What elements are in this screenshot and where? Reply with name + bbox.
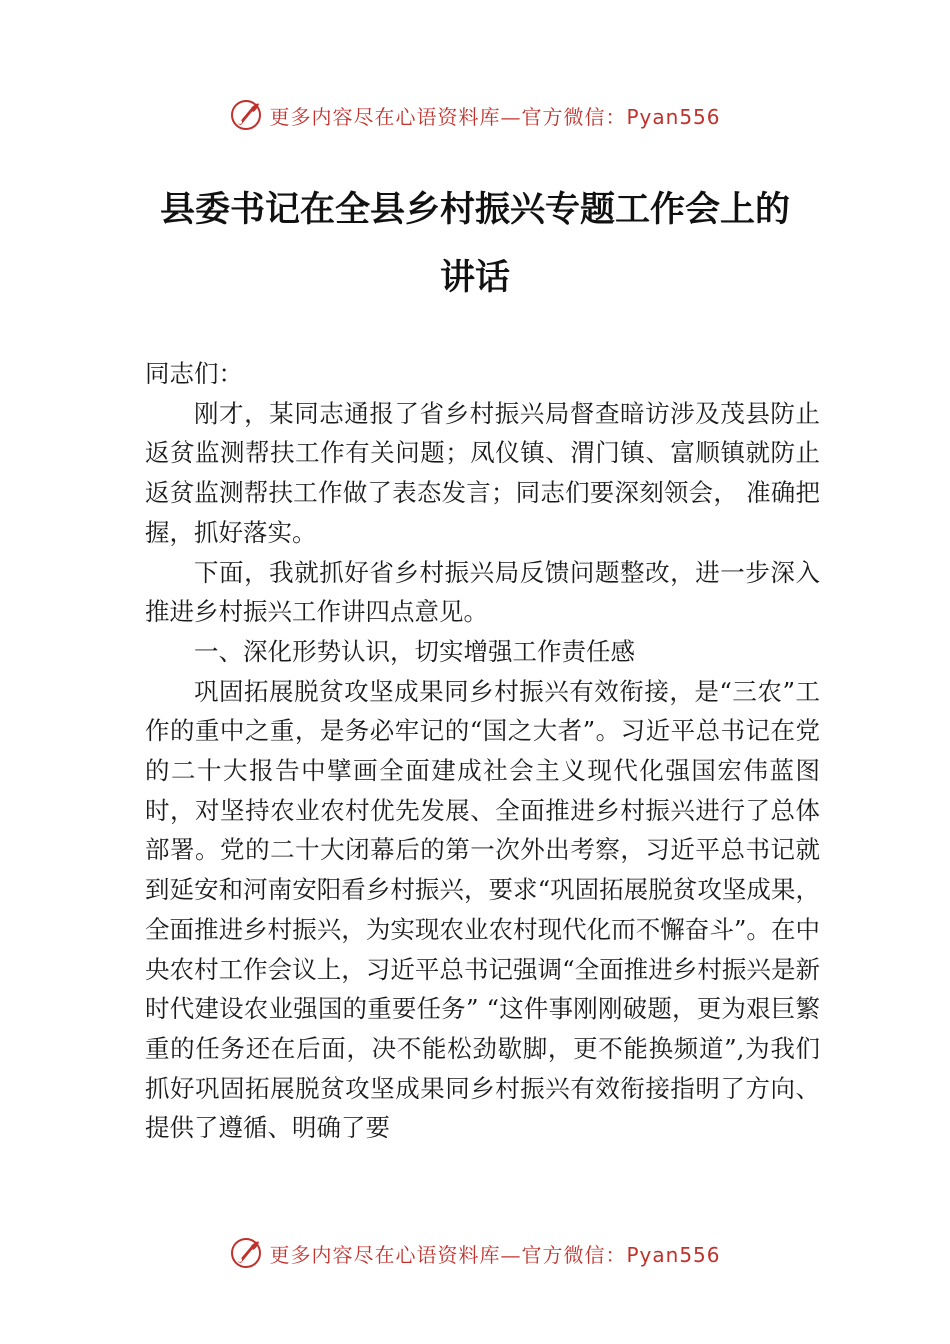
body-paragraph-2: 下面，我就抓好省乡村振兴局反馈问题整改，进一步深入推进乡村振兴工作讲四点意见。	[145, 557, 820, 627]
header-watermark-banner	[0, 95, 950, 135]
document-body	[145, 354, 820, 1148]
document-title-line-1: 县委书记在全县乡村振兴专题工作会上的	[159, 189, 790, 230]
banner-wechat-id: Pyan556	[626, 104, 721, 129]
banner-wechat-label: 官方微信：	[521, 104, 627, 129]
banner-site-name: 更多内容尽在心语资料库	[269, 1242, 501, 1267]
body-paragraph-3: 巩固拓展脱贫攻坚成果同乡村振兴有效衔接，是“三农”工作的重中之重，是务必牢记的“国之大者”。习近平总书记在党的二十大报告中擘画全面建成社会主义现代化强国宏伟蓝图时，对坚持农业农村优先发展、全面推进乡村振兴进行了总体部署。党的二十大闭幕后的第一次外出考察，习近平总书记就到延安和河南安阳看乡村振兴，要求“巩固拓展脱贫攻坚成果，全面推进乡村振兴，为实现农业农村现代化而不懈奋斗”。在中央农村工作会议上，习近平总书记强调“全面推进乡村振兴是新时代建设农业强国的重要任务” “这件事刚刚破题，更为艰巨繁重的任务还在后面，决不能松劲歇脚，更不能换频道”,为我们抓好巩固拓展脱贫攻坚成果同乡村振兴有效衔接指明了方向、提供了遵循、明确了要	[145, 676, 820, 1143]
document-title-line-2: 讲话	[439, 257, 510, 298]
banner-site-name: 更多内容尽在心语资料库	[269, 104, 501, 129]
banner-dash: —	[500, 1242, 522, 1267]
banner-text	[269, 1239, 720, 1268]
banner-wechat-label: 官方微信：	[521, 1242, 627, 1267]
quill-pen-logo-icon	[229, 1236, 263, 1270]
document-title	[0, 176, 950, 312]
banner-dash: —	[500, 104, 522, 129]
quill-pen-logo-icon	[229, 98, 263, 132]
footer-watermark-banner	[0, 1233, 950, 1273]
greeting: 同志们：	[145, 359, 243, 388]
banner-wechat-id: Pyan556	[626, 1242, 721, 1267]
section-heading-1: 一、深化形势认识，切实增强工作责任感	[194, 636, 635, 666]
body-paragraph-1: 刚才，某同志通报了省乡村振兴局督查暗访涉及茂县防止返贫监测帮扶工作有关问题；凤仪镇、渭门镇、富顺镇就防止返贫监测帮扶工作做了表态发言；同志们要深刻领会， 准确把握，抓好落实。	[145, 398, 820, 547]
banner-text	[269, 101, 720, 130]
